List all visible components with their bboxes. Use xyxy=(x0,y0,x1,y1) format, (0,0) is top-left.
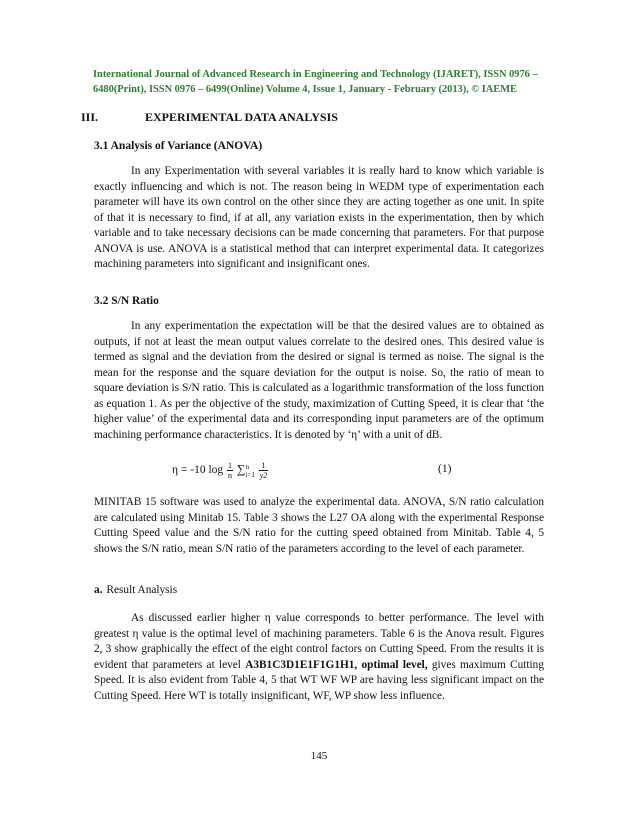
page-number: 145 xyxy=(310,750,328,762)
result-paragraph xyxy=(94,611,544,704)
result-text-a: As discussed earlier higher η value corresponds to better performance. The level with greatest η value is the optimal level of machining parameters. Table 6 is the Anova result. Figures 2, 3 show graphically the effect of the eight control factors on Cutting Speed. From the results it is evident that parameters at level xyxy=(94,612,544,671)
summation-lower: i=1 xyxy=(245,470,255,479)
header-line-2: 6480(Print), ISSN 0976 – 6499(Online) Volume 4, Issue 1, January - February (2013), © IAEME xyxy=(93,84,517,95)
fraction-1-numerator: 1 xyxy=(228,461,233,470)
equation-number: (1) xyxy=(438,463,452,475)
fraction-2-numerator: 1 xyxy=(259,461,269,471)
section-heading xyxy=(81,110,338,125)
optimal-level-text: A3B1C3D1E1F1G1H1, optimal level, xyxy=(245,658,428,671)
journal-header xyxy=(93,67,543,97)
summation-limits xyxy=(245,463,254,479)
summation-upper: n xyxy=(245,462,249,471)
result-label: a. xyxy=(94,584,103,596)
result-analysis-heading xyxy=(94,584,177,596)
header-line-1: International Journal of Advanced Research in Engineering and Technology (IJARET), ISSN 0976 – xyxy=(93,69,538,80)
fraction-1-over-y2 xyxy=(259,461,269,480)
minitab-paragraph: MINITAB 15 software was used to analyze the experimental data. ANOVA, S/N ratio calculation are calculated using Minitab 15. Table 3 shows the L27 OA along with the experimental Response Cutting Speed value and the S/N ratio for the cutting speed obtained from Minitab. Table 4, 5 shows the S/N ratio, mean S/N ratio of the parameters according to the level of each parameter. xyxy=(94,496,544,555)
result-heading: Result Analysis xyxy=(106,584,178,596)
sn-paragraph: In any experimentation the expectation will be that the desired values are to obtained as outputs, if not at least the mean output values correlate to the desired ones. This desired value is termed as signal and the deviation from the desired or signal is termed as noise. The signal is the mean for the response and the square deviation for the output is noise. So, the ratio of mean to square deviation is S/N ratio. This is calculated as a logarithmic transformation of the loss function as equation 1. As per the objective of the study, maximization of Cutting Speed, it is clear that ‘the higher value’ of the experimental data and its corresponding input parameters are of the optimum machining performance characteristics. It is denoted by ‘η’ with a unit of dB. xyxy=(94,320,544,441)
anova-paragraph: In any Experimentation with several variables it is really hard to know which variable is exactly influencing and which is not. The reason being in WEDM type of experimentation each parameter will have its own control on the other since they are acting together as one unit. In spite of that it is necessary to find, if at all, any variation exists in the experimentation, then by which variable and to take necessary decisions can be made concerning that parameters. For that purpose ANOVA is use. ANOVA is a statistical method that can interpret experimental data. It categorizes machining parameters into significant and insignificant ones. xyxy=(94,165,544,270)
result-text-b: gives maximum Cutting Speed. It is also evident from Table 4, 5 that WT WF WP are having less significant impact on the Cutting Speed. Here WT is totally insignificant, WF, WP show less influence. xyxy=(94,658,544,702)
anova-heading: 3.1 Analysis of Variance (ANOVA) xyxy=(94,140,263,152)
summation-symbol: ∑ xyxy=(236,462,246,477)
equation-1 xyxy=(172,457,544,487)
section-title: EXPERIMENTAL DATA ANALYSIS xyxy=(145,110,338,124)
equation-formula xyxy=(172,461,269,480)
fraction-1-over-n xyxy=(227,461,233,480)
section-number: III. xyxy=(81,110,99,124)
equation-lhs: η = -10 log xyxy=(172,464,224,477)
sn-heading: 3.2 S/N Ratio xyxy=(94,295,159,307)
fraction-1-denominator: n xyxy=(228,471,233,480)
fraction-2-denominator: y2 xyxy=(259,471,268,480)
